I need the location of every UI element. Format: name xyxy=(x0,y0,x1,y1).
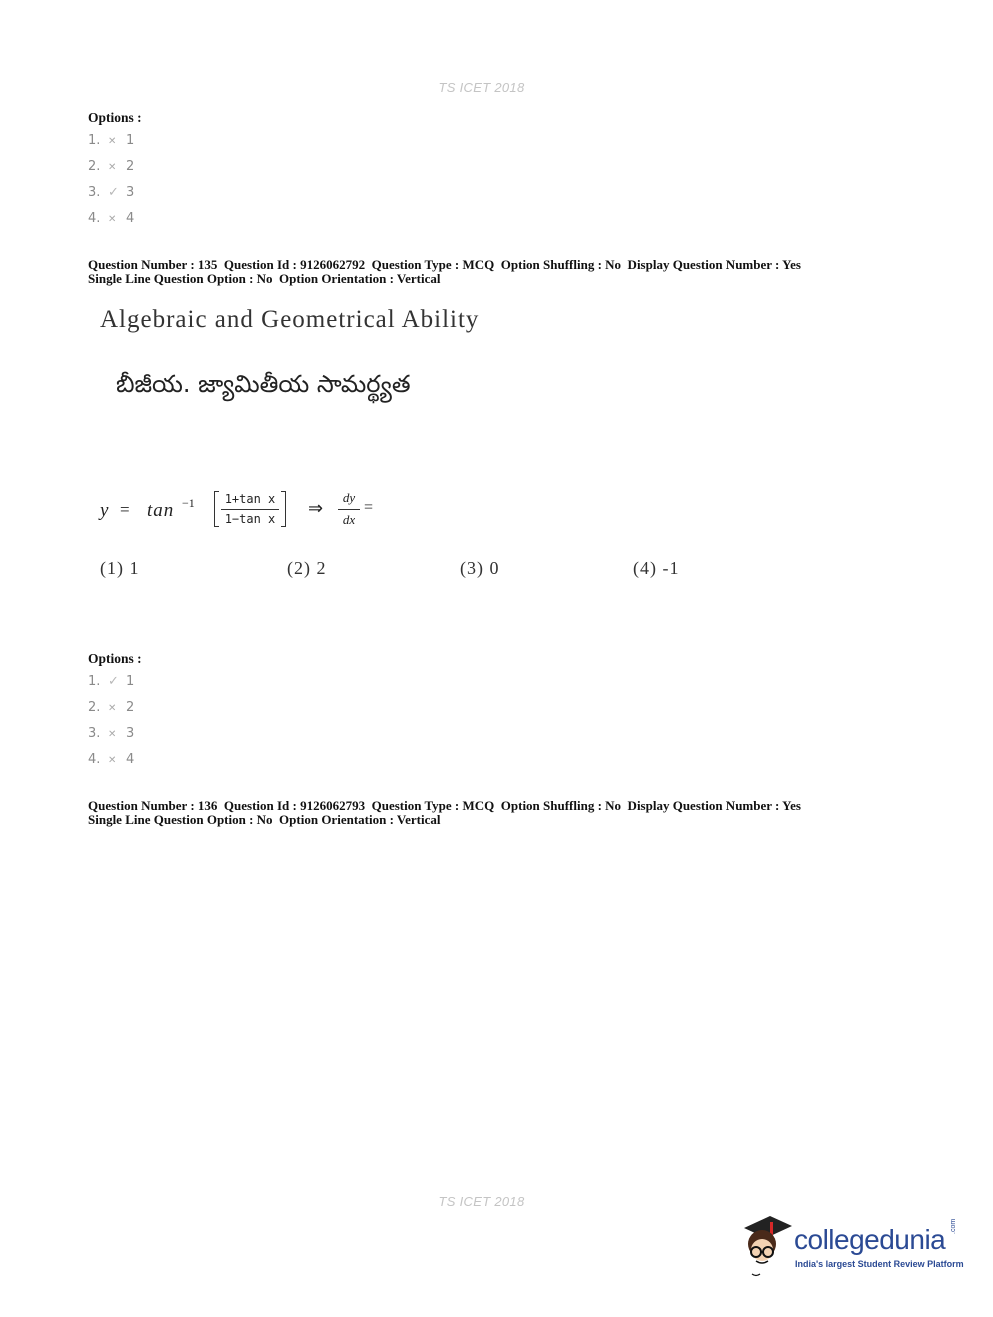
eq-deriv-den: dx xyxy=(342,512,356,527)
option-number: 3. xyxy=(88,726,101,741)
choice-2 xyxy=(287,558,327,579)
option-1-2 xyxy=(88,159,134,175)
choice-value: 1 xyxy=(129,558,140,578)
question-136-meta xyxy=(88,799,801,827)
option-number: 2. xyxy=(88,159,101,174)
mascot-icon xyxy=(736,1210,794,1280)
option-value: 3 xyxy=(126,185,135,200)
eq-equals: = xyxy=(120,500,130,519)
cross-icon: ✕ xyxy=(108,162,117,173)
eq-deriv-line xyxy=(338,509,360,510)
options-label-1: Options : xyxy=(88,110,142,125)
meta-line-2: Single Line Question Option : No Option Orientation : Vertical xyxy=(88,812,441,827)
option-number: 1. xyxy=(88,674,101,689)
eq-deriv-num: dy xyxy=(342,490,356,505)
meta-line-2: Single Line Question Option : No Option Orientation : Vertical xyxy=(88,271,441,286)
choice-3 xyxy=(460,558,500,579)
cross-icon: ✕ xyxy=(108,755,117,766)
option-2-1 xyxy=(88,674,134,690)
option-value: 3 xyxy=(126,726,135,741)
choice-4 xyxy=(633,558,680,579)
option-value: 1 xyxy=(126,674,135,689)
question-equation xyxy=(100,488,420,532)
choice-label: (4) xyxy=(633,558,657,578)
choice-value: 0 xyxy=(489,558,500,578)
cross-icon: ✕ xyxy=(108,703,117,714)
eq-implies: ⇒ xyxy=(308,498,324,518)
option-value: 4 xyxy=(126,211,135,226)
footer-watermark: TS ICET 2018 xyxy=(438,1194,525,1209)
option-1-1 xyxy=(88,133,134,149)
check-icon: ✓ xyxy=(108,185,119,200)
option-2-2 xyxy=(88,700,134,716)
section-heading: Algebraic and Geometrical Ability xyxy=(100,306,480,333)
logo-brand: collegedunia xyxy=(794,1224,946,1255)
check-icon: ✓ xyxy=(108,674,119,689)
option-number: 1. xyxy=(88,133,101,148)
option-number: 2. xyxy=(88,700,101,715)
cross-icon: ✕ xyxy=(108,214,117,225)
choice-label: (3) xyxy=(460,558,484,578)
meta-line-1: Question Number : 136 Question Id : 9126062793 Question Type : MCQ Option Shuffling : No Display Question Number : Yes xyxy=(88,798,801,813)
cross-icon: ✕ xyxy=(108,729,117,740)
meta-line-1: Question Number : 135 Question Id : 9126062792 Question Type : MCQ Option Shuffling : No Display Question Number : Yes xyxy=(88,257,801,272)
option-number: 3. xyxy=(88,185,101,200)
option-value: 4 xyxy=(126,752,135,767)
eq-bracket xyxy=(214,491,286,527)
choice-1 xyxy=(100,558,140,579)
option-2-3 xyxy=(88,726,134,742)
option-1-4 xyxy=(88,211,134,227)
choice-value: -1 xyxy=(662,558,680,578)
option-value: 1 xyxy=(126,133,135,148)
collegedunia-logo xyxy=(736,1210,966,1280)
choice-value: 2 xyxy=(316,558,327,578)
choice-label: (1) xyxy=(100,558,124,578)
header-watermark: TS ICET 2018 xyxy=(438,80,525,95)
option-number: 4. xyxy=(88,211,101,226)
option-value: 2 xyxy=(126,700,135,715)
options-label-2: Options : xyxy=(88,651,142,666)
eq-fraction-line xyxy=(221,509,279,510)
option-1-3 xyxy=(88,185,134,201)
cross-icon: ✕ xyxy=(108,136,117,147)
option-value: 2 xyxy=(126,159,135,174)
logo-suffix: .com xyxy=(950,1218,957,1234)
question-135-meta xyxy=(88,258,801,286)
option-number: 4. xyxy=(88,752,101,767)
eq-denominator: 1−tan x xyxy=(224,512,276,526)
option-2-4 xyxy=(88,752,134,768)
eq-trailing-equals: = xyxy=(364,499,374,516)
eq-func: tan xyxy=(147,500,175,521)
eq-superscript: −1 xyxy=(182,496,195,510)
section-heading-telugu: బీజీయ. జ్యామితీయ సామర్థ్యత xyxy=(116,370,411,398)
choice-label: (2) xyxy=(287,558,311,578)
logo-tagline: India's largest Student Review Platform xyxy=(795,1259,964,1269)
eq-y: y xyxy=(100,500,109,521)
eq-numerator: 1+tan x xyxy=(224,492,276,506)
